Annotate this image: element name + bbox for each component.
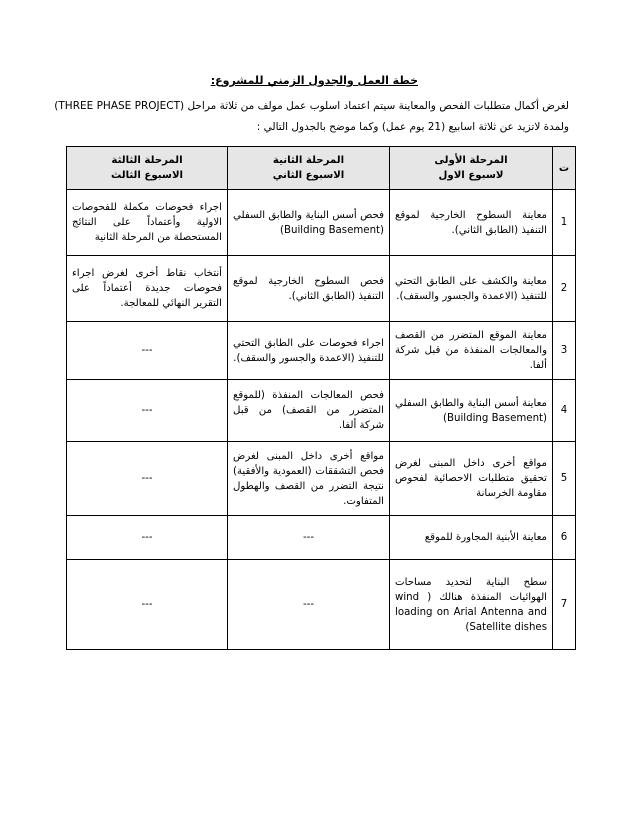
row-phase-3: اجراء فحوصات مكملة للفحوصات الاولية وأعتماداً على النتائج المستحصلة من المرحلة الثانية [67,190,228,256]
row-phase-1: معاينة والكشف على الطابق التحتي للتنفيذ (الاعمدة والجسور والسقف). [390,256,553,322]
row-number: 3 [553,322,576,380]
row-phase-1: معاينة الموقع المتضرر من القصف والمعالجات المنفذة من قبل شركة ألفا. [390,322,553,380]
header-phase-1-title: المرحلة الأولى [434,155,508,166]
row-phase-3: --- [67,516,228,560]
table-row [67,190,576,256]
row-phase-3: --- [67,442,228,516]
row-phase-2: فحص المعالجات المنفذة (للموقع المتضرر من القصف) من قبل شركة ألفا. [228,380,390,442]
row-phase-2: فحص السطوح الخارجية لموقع التنفيذ (الطابق الثاني). [228,256,390,322]
header-phase-3-title: المرحلة الثالثة [111,155,183,166]
row-phase-2: فحص أسس البناية والطابق السفلي (Building Basement) [228,190,390,256]
row-number: 1 [553,190,576,256]
table-row [67,442,576,516]
row-phase-1: معاينة الأبنية المجاورة للموقع [390,516,553,560]
row-phase-2: --- [228,560,390,650]
row-number: 7 [553,560,576,650]
row-number: 6 [553,516,576,560]
row-phase-1: مواقع أخرى داخل المبنى لغرض تحقيق متطلبات الاحصائية لفحوص مقاومة الخرسانة [390,442,553,516]
row-phase-1: سطح البناية لتحديد مساحات الهوائيات المنفذة هنالك ( wind loading on Arial Antenna and (Satellite dishes [390,560,553,650]
row-phase-2: اجراء فحوصات على الطابق التحتي للتنفيذ (الاعمدة والجسور والسقف). [228,322,390,380]
table-row [67,516,576,560]
table-row [67,322,576,380]
header-phase-1-week: لاسبوع الاول [438,170,504,181]
row-phase-3: --- [67,322,228,380]
intro-line-2: ولمدة لاتزيد عن ثلاثة اسابيع (21 يوم عمل) وكما موضح بالجدول التالي : [256,121,569,133]
row-phase-2: --- [228,516,390,560]
row-phase-1: معاينة أسس البناية والطابق السفلي (Building Basement) [390,380,553,442]
header-number: ت [553,147,576,190]
table-header-row [67,147,576,190]
row-phase-1: معاينة السطوح الخارجية لموقع التنفيذ (الطابق الثاني). [390,190,553,256]
row-number: 2 [553,256,576,322]
header-phase-3 [67,147,228,190]
row-number: 5 [553,442,576,516]
row-number: 4 [553,380,576,442]
header-phase-3-week: الاسبوع الثالث [110,170,184,181]
header-phase-2-title: المرحلة الثانية [272,155,345,166]
row-phase-3: --- [67,560,228,650]
table-row [67,560,576,650]
document-title: خطة العمل والجدول الزمني للمشروع: [210,74,418,87]
row-phase-3: أنتخاب نقاط أخرى لغرض اجراء فحوصات جديدة أعتماداً على التقرير النهائي للمعالجة. [67,256,228,322]
row-phase-3: --- [67,380,228,442]
row-phase-2: مواقع أخرى داخل المبنى لغرض فحص التشققات (العمودية والأفقية) نتيجة التضرر من القصف والهطول المتفاوت. [228,442,390,516]
header-phase-1 [390,147,553,190]
header-phase-2 [228,147,390,190]
table-row [67,380,576,442]
project-plan-table [66,146,576,650]
table-row [67,256,576,322]
header-phase-2-week: الاسبوع الثاني [272,170,345,181]
intro-line-1: لغرض أكمال متطلبات الفحص والمعاينة سيتم اعتماد اسلوب عمل مولف من ثلاثة مراحل (THREE PHASE PROJECT) [54,100,569,112]
